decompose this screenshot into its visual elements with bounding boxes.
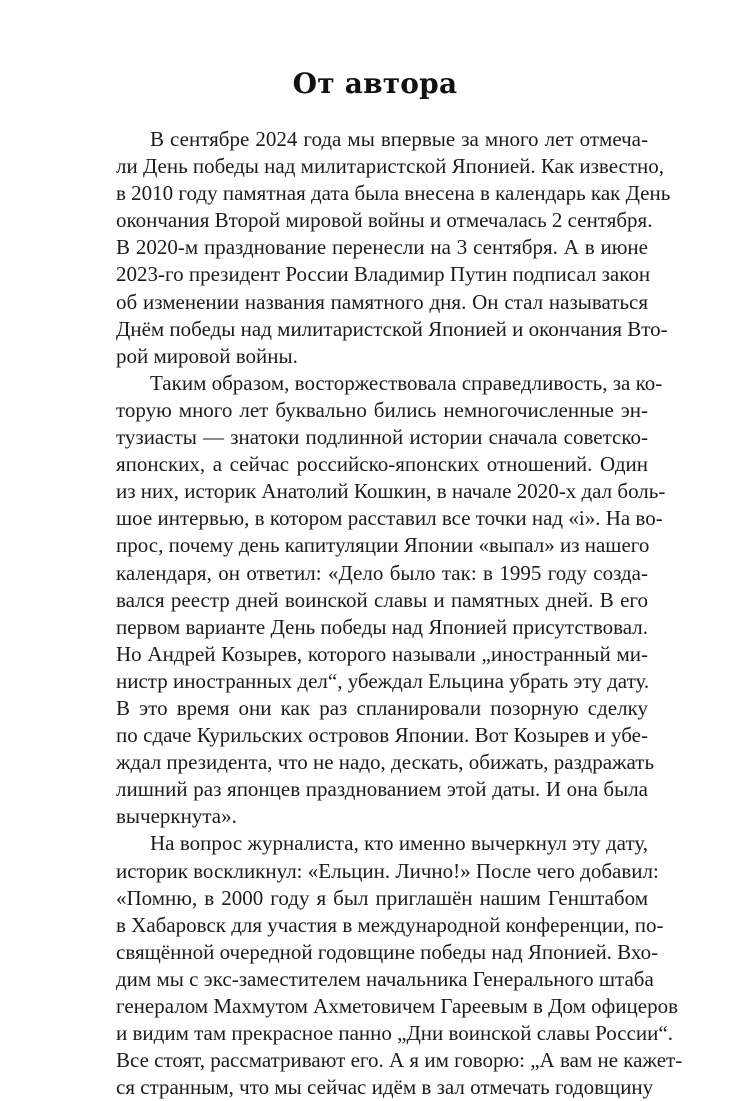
text-line: лишний раз японцев празднованием этой даты. И она была [116, 777, 648, 802]
text-line: рой мировой войны. [116, 343, 298, 368]
text-line: окончания Второй мировой войны и отмечалась 2 сентября. [116, 208, 653, 233]
text-line: ли День победы над милитаристской Японией. Как известно, [116, 154, 665, 179]
text-line: торую много лет буквально бились немногочисленные эн- [116, 397, 648, 422]
text-line: дим мы с экс-заместителем начальника Генерального штаба [116, 966, 654, 991]
page-title: От автора [292, 67, 458, 100]
text-line: Но Андрей Козырев, которого называли „иностранный ми- [116, 641, 648, 666]
text-line: генералом Махмутом Ахметовичем Гареевым в Дом офицеров [116, 994, 679, 1018]
text-line: На вопрос журналиста, кто именно вычеркнул эту дату, [150, 831, 648, 856]
text-line: В 2020-м празднование перенесли на 3 сентября. А в июне [116, 235, 648, 260]
text-line: и видим там прекрасное панно „Дни воинской славы России“. [116, 1021, 673, 1046]
text-line: ся странным, что мы сейчас идём в зал отмечать годовщину [116, 1075, 654, 1100]
text-line: календаря, он ответил: «Дело было так: в 1995 году созда- [116, 560, 648, 585]
text-line: Днём победы над милитаристской Японией и окончания Вто- [116, 316, 668, 341]
text-line: Все стоят, рассматривают его. А я им говорю: „А вам не кажет- [116, 1048, 683, 1073]
text-line: ждал президента, что не надо, дескать, обижать, раздражать [116, 750, 655, 775]
text-line: историк воскликнул: «Ельцин. Лично!» После чего добавил: [116, 858, 659, 883]
text-line: Таким образом, восторжествовала справедливость, за ко- [150, 370, 663, 395]
text-line: первом варианте День победы над Японией присутствовал. [116, 614, 648, 639]
text-line: В сентябре 2024 года мы впервые за много лет отмеча- [150, 127, 648, 151]
text-line: вычеркнута». [116, 804, 237, 829]
text-line: об изменении названия памятного дня. Он стал называться [116, 289, 648, 314]
text-line: свящённой очередной годовщине победы над Японией. Вхо- [116, 939, 659, 964]
text-line: шое интервью, в котором расставил все точки над «і». На во- [116, 506, 663, 531]
text-line: японских, а сейчас российско-японских отношений. Один [116, 452, 648, 477]
text-line: в 2010 году памятная дата была внесена в календарь как День [116, 181, 671, 206]
text-line: вался реестр дней воинской славы и памятных дней. В его [116, 587, 648, 612]
text-line: «Помню, в 2000 году я был приглашён нашим Генштабом [116, 885, 648, 910]
text-line: прос, почему день капитуляции Японии «выпал» из нашего [116, 533, 650, 558]
text-line: тузиасты — знатоки подлинной истории сначала советско- [116, 425, 648, 450]
text-line: нистр иностранных дел“, убеждал Ельцина убрать эту дату. [116, 668, 650, 693]
text-line: в Хабаровск для участия в международной конференции, по- [116, 912, 664, 937]
text-line: 2023-го президент России Владимир Путин подписал закон [116, 262, 651, 287]
text-line: по сдаче Курильских островов Японии. Вот Козырев и убе- [116, 723, 648, 748]
text-line: из них, историк Анатолий Кошкин, в начале 2020-х дал боль- [116, 479, 666, 504]
text-line: В это время они как раз спланировали позорную сделку [116, 695, 648, 720]
body-text [116, 126, 683, 1101]
